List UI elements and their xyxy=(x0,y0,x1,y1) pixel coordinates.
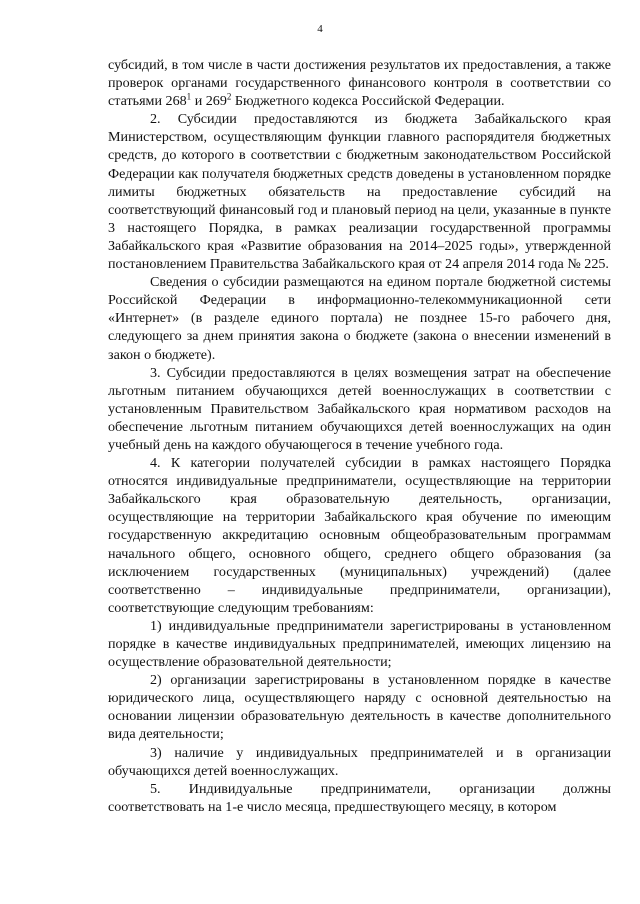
page-number: 4 xyxy=(317,23,323,35)
body-text xyxy=(108,56,611,816)
paragraph xyxy=(108,454,611,617)
paragraph-text: 3. Субсидии предоставляются в целях возмещения затрат на обеспечение льготным питанием обучающихся детей военнослужащих в соответствии с установленным Правительством Забайкальского края нормативом расходов на обеспечение льготным питанием обучающихся детей военнослужащих на один учебный день на каждого обучающегося в течение учебного года. xyxy=(108,364,611,453)
paragraph xyxy=(108,744,611,780)
paragraph xyxy=(108,56,611,110)
paragraph xyxy=(108,364,611,454)
paragraph xyxy=(108,273,611,363)
paragraph-text: Сведения о субсидии размещаются на едином портале бюджетной системы Российской Федерации в информационно-телекоммуникационной сети «Интернет» (в разделе единого портала) не позднее 15-го рабочего дня, следующего за днем принятия закона о бюджете (закона о внесении изменений в закон о бюджете). xyxy=(108,274,611,363)
superscript: 1 xyxy=(186,91,192,102)
paragraph-text: 2) организации зарегистрированы в установленном порядке в качестве юридического лица, осуществляющего наряду с основной деятельностью на основании лицензии образовательную деятельность в качестве дополнительного вида деятельности; xyxy=(108,672,611,743)
paragraph-text: 2. Субсидии предоставляются из бюджета Забайкальского края Министерством, осуществляющим функции главного распорядителя бюджетных средств, до которого в соответствии с бюджетным законодательством Российской Федерации как получателя бюджетных средств доведены в установленном порядке лимиты бюджетных обязательств на предоставление субсидий на соответствующий финансовый год и плановый период на цели, указанные в пункте 3 настоящего Порядка, в рамках реализации государственной программы Забайкальского края «Развитие образования на 2014–2025 годы», утвержденной постановлением Правительства Забайкальского края от 24 апреля 2014 года № 225. xyxy=(108,111,611,273)
paragraph xyxy=(108,671,611,743)
paragraph-text: Бюджетного кодекса Российской Федерации. xyxy=(231,93,505,110)
paragraph xyxy=(108,780,611,816)
paragraph-text: 4. К категории получателей субсидии в рамках настоящего Порядка относятся индивидуальные предприниматели, осуществляющие на территории Забайкальского края образовательную деятельность, организации, осуществляющие на территории Забайкальского края обучение по имеющим государственную аккредитацию основным общеобразовательным программам начального общего, основного общего, среднего общего образования (за исключением государственных (муниципальных) учреждений) (далее соответственно – индивидуальные предприниматели, организации), соответствующие следующим требованиям: xyxy=(108,455,611,616)
paragraph-text: и 269 xyxy=(191,93,227,110)
paragraph-text: 5. Индивидуальные предприниматели, организации должны соответствовать на 1-е число месяца, предшествующего месяцу, в котором xyxy=(108,780,611,815)
paragraph xyxy=(108,617,611,671)
paragraph xyxy=(108,110,611,273)
paragraph-text: 3) наличие у индивидуальных предпринимателей и в организации обучающихся детей военнослужащих. xyxy=(108,744,611,779)
superscript: 2 xyxy=(226,91,232,102)
paragraph-text: субсидий, в том числе в части достижения результатов их предоставления, а также проверок органами государственного финансового контроля в соответствии со статьями 268 xyxy=(108,57,611,110)
paragraph-text: 1) индивидуальные предприниматели зарегистрированы в установленном порядке в качестве индивидуальных предпринимателей, имеющих лицензию на осуществление образовательной деятельности; xyxy=(108,617,611,671)
